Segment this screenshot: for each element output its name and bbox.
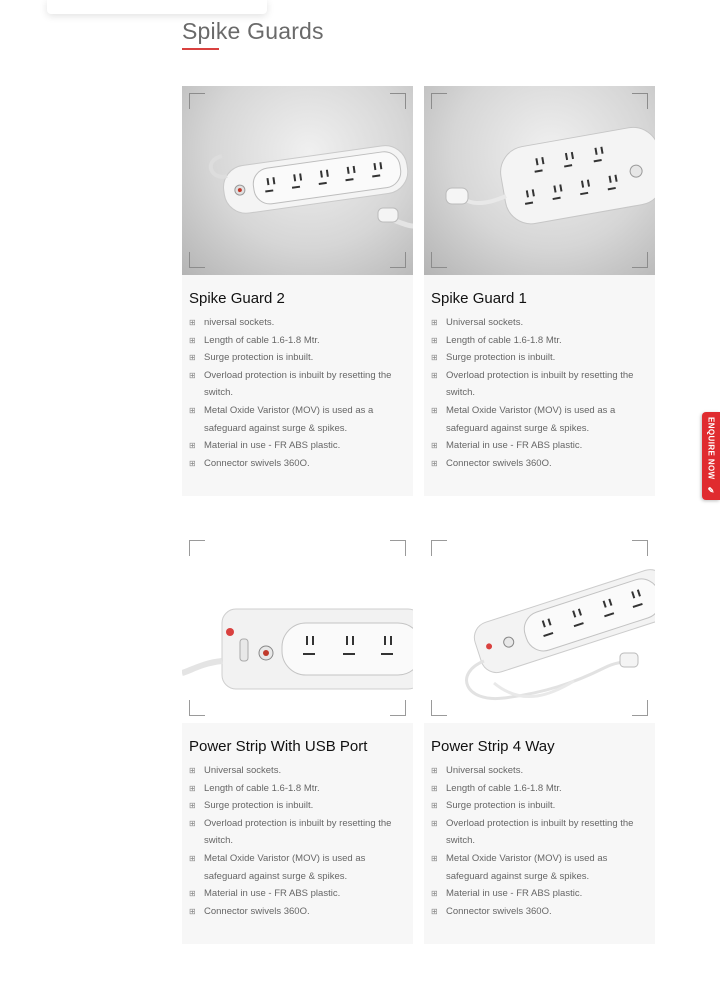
power-strip-illustration bbox=[182, 533, 413, 723]
list-item: ⊞ Length of cable 1.6-1.8 Mtr. bbox=[189, 780, 403, 798]
list-item: ⊞ Connector swivels 360O. bbox=[189, 903, 403, 921]
enquire-now-label: ENQUIRE NOW bbox=[706, 416, 716, 480]
grid-bullet-icon: ⊞ bbox=[431, 405, 438, 415]
product-card-spike-guard-1[interactable] bbox=[424, 86, 655, 496]
feature-list bbox=[189, 314, 403, 472]
list-item: ⊞ Overload protection is inbuilt by resetting the switch. bbox=[431, 815, 645, 850]
list-item: ⊞ Metal Oxide Varistor (MOV) is used as a safeguard against surge & spikes. bbox=[431, 402, 645, 437]
list-item: ⊞ Material in use - FR ABS plastic. bbox=[189, 437, 403, 455]
list-item: ⊞ Overload protection is inbuilt by resetting the switch. bbox=[189, 367, 403, 402]
grid-bullet-icon: ⊞ bbox=[431, 353, 438, 363]
list-item: ⊞ Material in use - FR ABS plastic. bbox=[431, 885, 645, 903]
grid-bullet-icon: ⊞ bbox=[189, 370, 196, 380]
list-item: ⊞ Material in use - FR ABS plastic. bbox=[189, 885, 403, 903]
top-nav-card bbox=[47, 0, 267, 14]
list-item: ⊞ Connector swivels 360O. bbox=[431, 903, 645, 921]
list-item: ⊞ Universal sockets. bbox=[431, 762, 645, 780]
list-item: ⊞ Length of cable 1.6-1.8 Mtr. bbox=[431, 780, 645, 798]
grid-bullet-icon: ⊞ bbox=[431, 318, 438, 327]
list-item: ⊞ Metal Oxide Varistor (MOV) is used as safeguard against surge & spikes. bbox=[431, 850, 645, 885]
list-item: ⊞ Surge protection is inbuilt. bbox=[431, 797, 645, 815]
list-item: ⊞ Overload protection is inbuilt by resetting the switch. bbox=[431, 367, 645, 402]
grid-bullet-icon: ⊞ bbox=[431, 783, 438, 793]
grid-bullet-icon: ⊞ bbox=[189, 889, 196, 899]
grid-bullet-icon: ⊞ bbox=[189, 405, 196, 415]
grid-bullet-icon: ⊞ bbox=[431, 853, 438, 863]
list-item: ⊞ Universal sockets. bbox=[431, 314, 645, 332]
list-item: ⊞ Surge protection is inbuilt. bbox=[189, 797, 403, 815]
grid-bullet-icon: ⊞ bbox=[431, 766, 438, 775]
product-title[interactable]: Spike Guard 1 bbox=[431, 290, 527, 307]
list-item: ⊞ Material in use - FR ABS plastic. bbox=[431, 437, 645, 455]
grid-bullet-icon: ⊞ bbox=[189, 318, 196, 327]
list-item: ⊞ Metal Oxide Varistor (MOV) is used as safeguard against surge & spikes. bbox=[189, 850, 403, 885]
grid-bullet-icon: ⊞ bbox=[189, 458, 196, 468]
list-item: ⊞ Surge protection is inbuilt. bbox=[189, 349, 403, 367]
grid-bullet-icon: ⊞ bbox=[189, 353, 196, 363]
list-item: ⊞ Connector swivels 360O. bbox=[431, 455, 645, 473]
grid-bullet-icon: ⊞ bbox=[431, 335, 438, 345]
product-title[interactable]: Spike Guard 2 bbox=[189, 290, 285, 307]
feature-list bbox=[189, 762, 403, 920]
grid-bullet-icon: ⊞ bbox=[189, 783, 196, 793]
list-item: ⊞ Overload protection is inbuilt by resetting the switch. bbox=[189, 815, 403, 850]
list-item: ⊞ Connector swivels 360O. bbox=[189, 455, 403, 473]
grid-bullet-icon: ⊞ bbox=[431, 801, 438, 811]
section-title: Spike Guards bbox=[182, 18, 324, 44]
grid-bullet-icon: ⊞ bbox=[189, 853, 196, 863]
grid-bullet-icon: ⊞ bbox=[431, 370, 438, 380]
list-item: ⊞ Length of cable 1.6-1.8 Mtr. bbox=[189, 332, 403, 350]
feature-list bbox=[431, 762, 645, 920]
product-image[interactable] bbox=[424, 86, 655, 275]
grid-bullet-icon: ⊞ bbox=[189, 906, 196, 916]
enquire-now-button[interactable] bbox=[702, 412, 720, 500]
spike-guard-illustration bbox=[182, 86, 413, 275]
list-item: ⊞ Universal sockets. bbox=[189, 762, 403, 780]
grid-bullet-icon: ⊞ bbox=[189, 766, 196, 775]
list-item: ⊞ Surge protection is inbuilt. bbox=[431, 349, 645, 367]
product-card-spike-guard-2[interactable] bbox=[182, 86, 413, 496]
list-item: ⊞ niversal sockets. bbox=[189, 314, 403, 332]
title-underline bbox=[182, 48, 219, 50]
product-image[interactable] bbox=[424, 533, 655, 723]
list-item: ⊞ Length of cable 1.6-1.8 Mtr. bbox=[431, 332, 645, 350]
grid-bullet-icon: ⊞ bbox=[189, 335, 196, 345]
grid-bullet-icon: ⊞ bbox=[431, 906, 438, 916]
spike-guard-illustration bbox=[424, 86, 655, 275]
grid-bullet-icon: ⊞ bbox=[431, 889, 438, 899]
product-title[interactable]: Power Strip 4 Way bbox=[431, 738, 555, 755]
product-card-power-strip-usb[interactable] bbox=[182, 533, 413, 944]
grid-bullet-icon: ⊞ bbox=[431, 441, 438, 451]
feature-list bbox=[431, 314, 645, 472]
grid-bullet-icon: ⊞ bbox=[431, 458, 438, 468]
pencil-icon: ✎ bbox=[706, 485, 716, 496]
grid-bullet-icon: ⊞ bbox=[189, 818, 196, 828]
product-image[interactable] bbox=[182, 86, 413, 275]
product-image[interactable] bbox=[182, 533, 413, 723]
grid-bullet-icon: ⊞ bbox=[189, 441, 196, 451]
product-card-power-strip-4-way[interactable] bbox=[424, 533, 655, 944]
power-strip-illustration bbox=[424, 533, 655, 723]
grid-bullet-icon: ⊞ bbox=[189, 801, 196, 811]
list-item: ⊞ Metal Oxide Varistor (MOV) is used as a safeguard against surge & spikes. bbox=[189, 402, 403, 437]
product-title[interactable]: Power Strip With USB Port bbox=[189, 738, 368, 755]
grid-bullet-icon: ⊞ bbox=[431, 818, 438, 828]
